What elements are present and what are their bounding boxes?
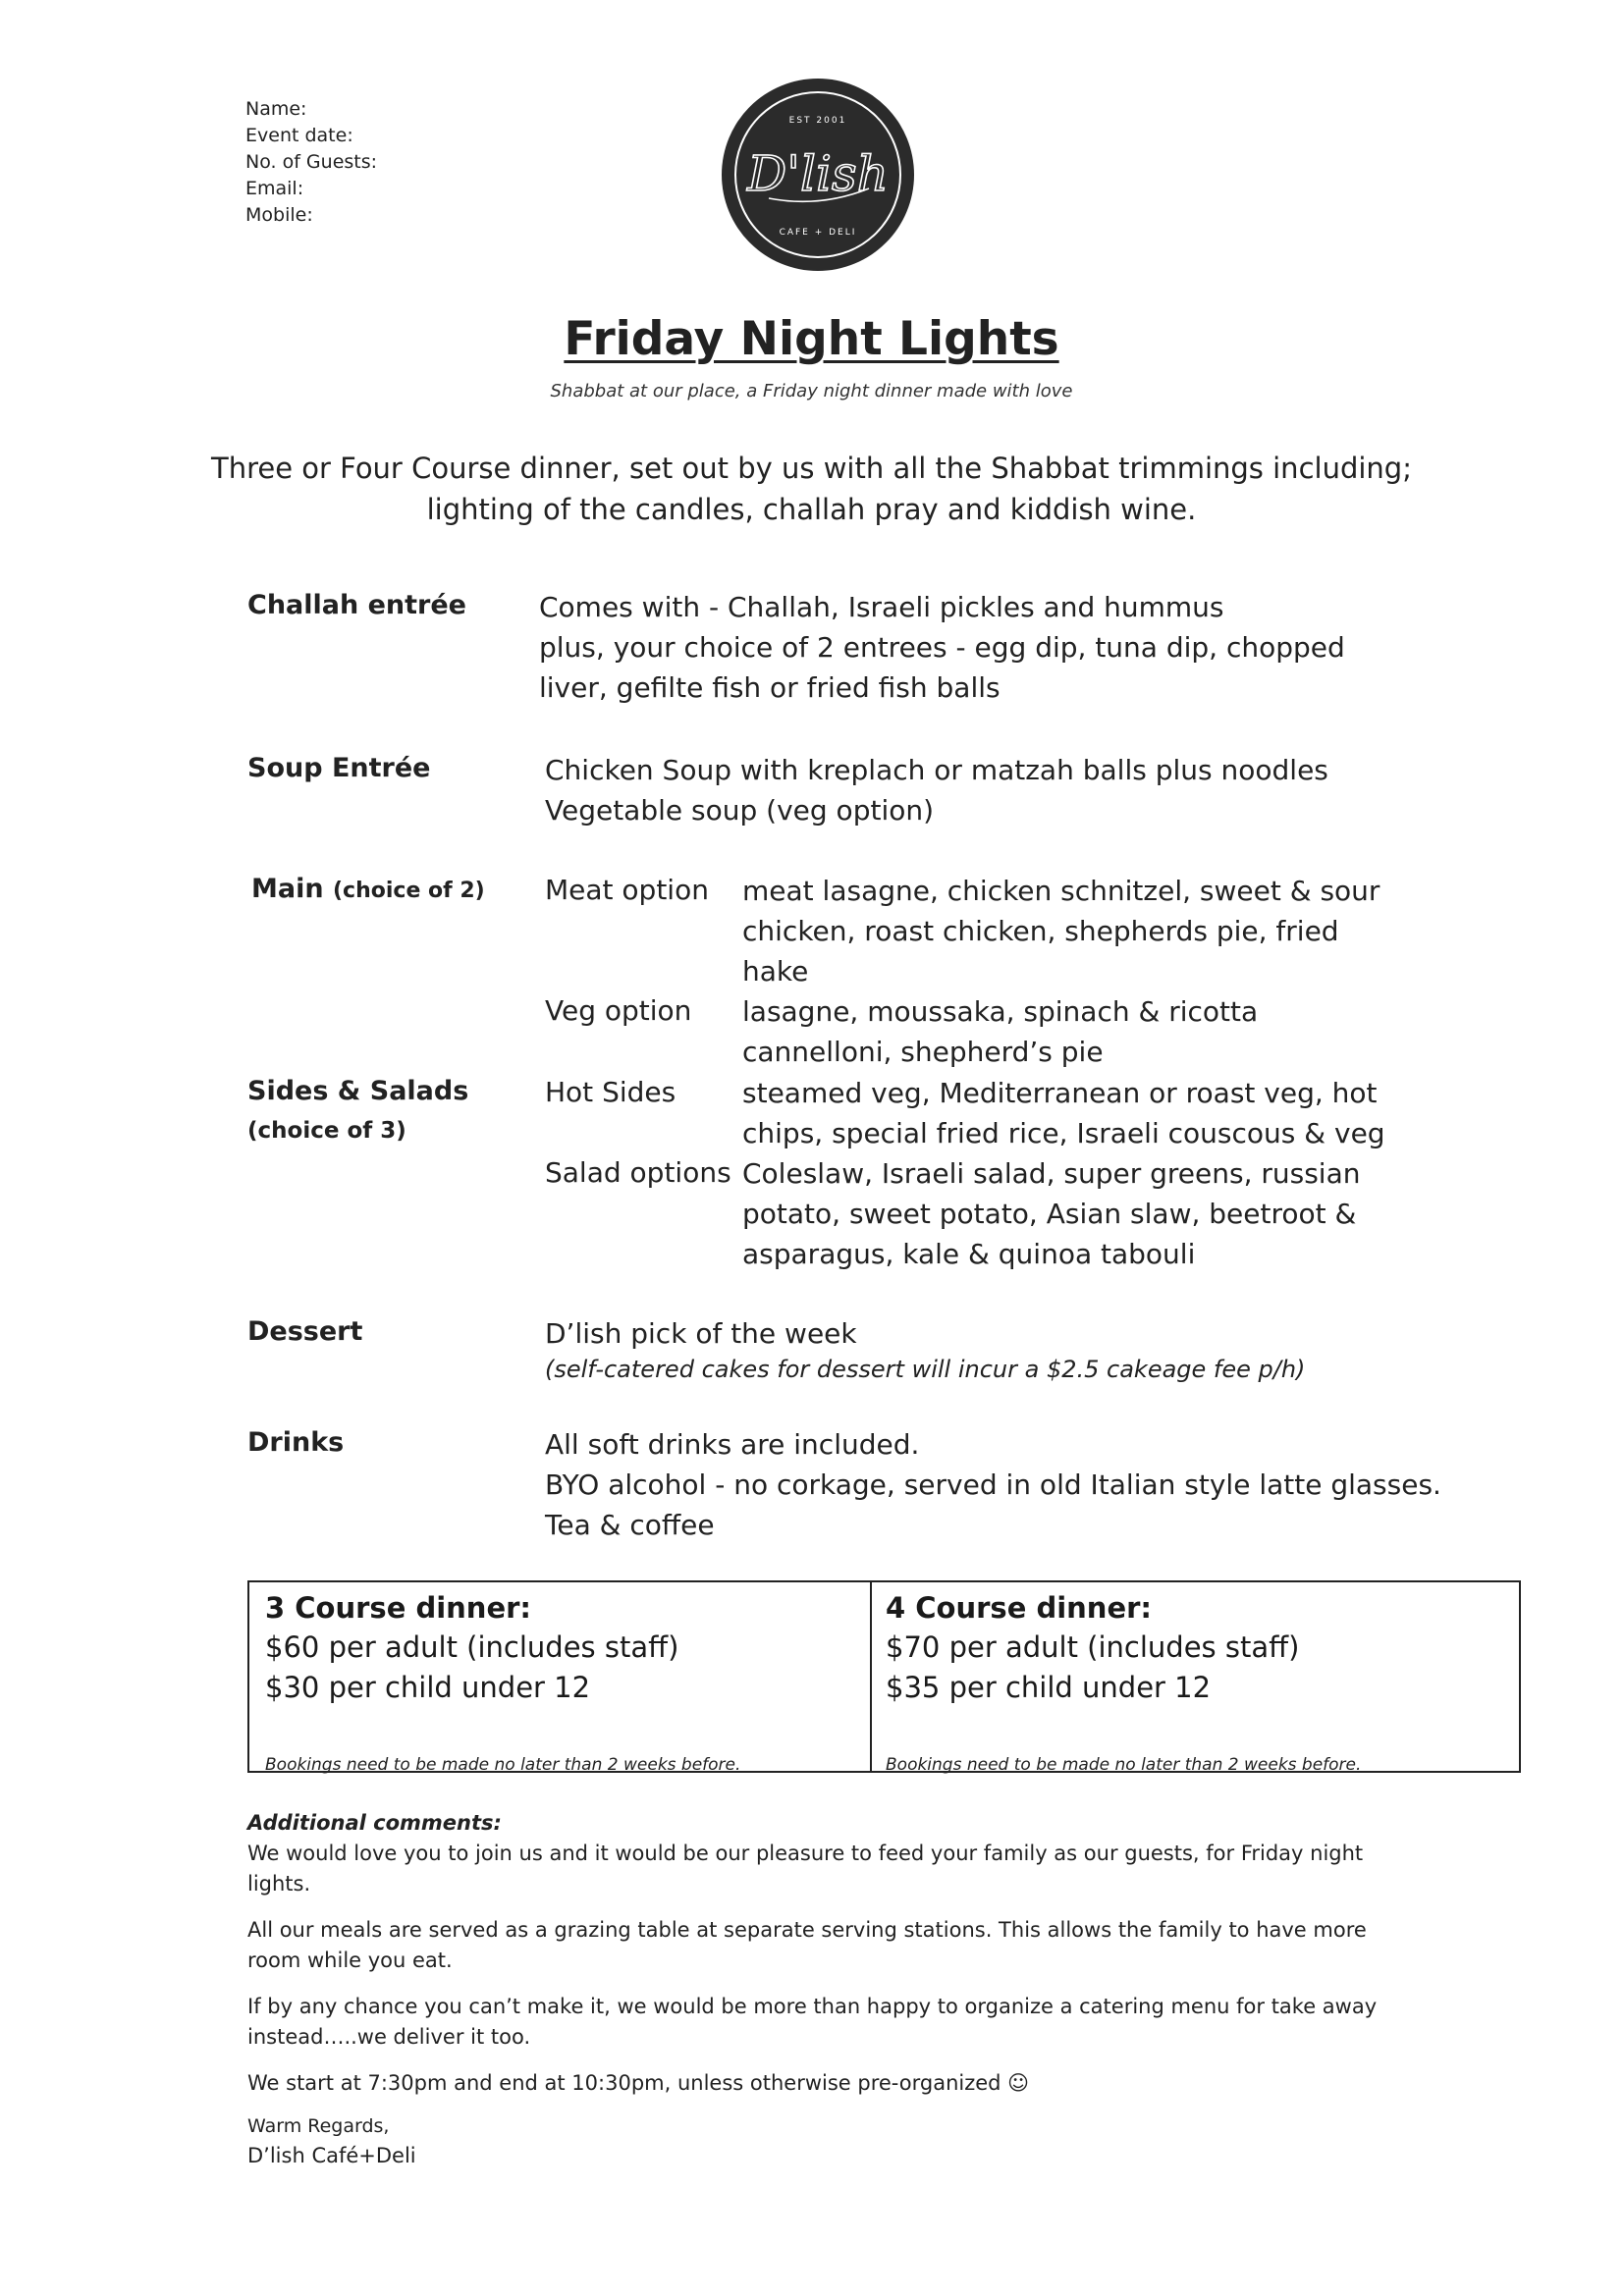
drinks-label: Drinks [247, 1427, 345, 1458]
pricing-divider [870, 1582, 872, 1771]
hot-sides-description [742, 1073, 1385, 1153]
soup-line: Vegetable soup (veg option) [545, 794, 935, 827]
signoff-brand: D’lish Café+Deli [247, 2144, 416, 2167]
mobile-label: Mobile: [245, 204, 313, 226]
pricing-4-course [886, 1588, 1362, 1775]
challah-line: Comes with - Challah, Israeli pickles and hummus [539, 591, 1224, 623]
pricing-child: $30 per child under 12 [265, 1671, 591, 1704]
comment-paragraph: If by any chance you can’t make it, we would be more than happy to organize a catering menu for take away instead…..we deliver it too. [247, 1995, 1378, 2049]
main-label-text: Main [251, 874, 324, 904]
main-label-choice: (choice of 2) [332, 879, 485, 903]
drinks-description [545, 1424, 1441, 1545]
hot-sides-line: steamed veg, Mediterranean or roast veg, hot [742, 1077, 1378, 1109]
logo-tagline: CAFE + DELI [779, 228, 857, 238]
dlish-logo [722, 79, 914, 271]
signoff [247, 2111, 416, 2170]
pricing-heading: 4 Course dinner: [886, 1591, 1153, 1625]
drinks-line: Tea & coffee [545, 1509, 715, 1541]
logo-badge [722, 79, 914, 271]
additional-comments [247, 1808, 1426, 2114]
logo-brand: D'lish [747, 145, 889, 202]
email-label: Email: [245, 178, 304, 199]
comment-paragraph: We start at 7:30pm and end at 10:30pm, unless otherwise pre-organized ☺ [247, 2071, 1030, 2095]
guests-label: No. of Guests: [245, 151, 378, 173]
salad-line: Coleslaw, Israeli salad, super greens, russian [742, 1157, 1361, 1190]
page-title: Friday Night Lights [564, 312, 1059, 366]
pricing-adult: $60 per adult (includes staff) [265, 1630, 679, 1664]
sides-choice-label: (choice of 3) [247, 1118, 406, 1144]
meat-option-label: Meat option [545, 874, 709, 906]
soup-description [545, 750, 1328, 830]
logo-est: EST 2001 [788, 116, 847, 126]
intro-line: Three or Four Course dinner, set out by us with all the Shabbat trimmings including; [211, 452, 1412, 485]
meat-option-description [742, 871, 1380, 991]
event-date-label: Event date: [245, 125, 353, 146]
comment-paragraph: All our meals are served as a grazing table at separate serving stations. This allows the family to have more room while you eat. [247, 1918, 1367, 1972]
comments-heading: Additional comments: [247, 1811, 502, 1835]
salad-options-label: Salad options [545, 1156, 731, 1189]
intro-text [0, 448, 1623, 530]
dessert-note: (self-catered cakes for dessert will incur a $2.5 cakeage fee p/h) [545, 1356, 1306, 1383]
hot-sides-label: Hot Sides [545, 1076, 676, 1108]
salad-line: asparagus, kale & quinoa tabouli [742, 1238, 1196, 1270]
veg-line: cannelloni, shepherd’s pie [742, 1036, 1104, 1068]
sides-label: Sides & Salads [247, 1076, 469, 1106]
dessert-line: D’lish pick of the week [545, 1317, 857, 1350]
drinks-line: BYO alcohol - no corkage, served in old Italian style latte glasses. [545, 1468, 1441, 1501]
soup-line: Chicken Soup with kreplach or matzah balls plus noodles [545, 754, 1328, 786]
pricing-adult: $70 per adult (includes staff) [886, 1630, 1300, 1664]
dessert-label: Dessert [247, 1316, 363, 1347]
booking-form-fields [245, 96, 377, 229]
drinks-line: All soft drinks are included. [545, 1428, 920, 1461]
veg-line: lasagne, moussaka, spinach & ricotta [742, 995, 1259, 1028]
hot-sides-line: chips, special fried rice, Israeli couscous & veg [742, 1117, 1385, 1149]
veg-option-description [742, 991, 1258, 1072]
booking-note: Bookings need to be made no later than 2 weeks before. [886, 1755, 1362, 1775]
intro-line: lighting of the candles, challah pray and kiddish wine. [426, 493, 1197, 526]
challah-line: plus, your choice of 2 entrees - egg dip, tuna dip, chopped [539, 631, 1345, 664]
veg-option-label: Veg option [545, 994, 692, 1027]
pricing-table [247, 1580, 1521, 1773]
main-label [251, 874, 485, 904]
meat-line: chicken, roast chicken, shepherds pie, fried [742, 915, 1339, 947]
challah-description [539, 587, 1345, 708]
challah-line: liver, gefilte fish or fried fish balls [539, 671, 1001, 704]
comment-paragraph: We would love you to join us and it would be our pleasure to feed your family as our guests, for Friday night lights. [247, 1842, 1364, 1896]
salad-line: potato, sweet potato, Asian slaw, beetroot & [742, 1198, 1357, 1230]
meat-line: meat lasagne, chicken schnitzel, sweet & sour [742, 875, 1380, 907]
pricing-child: $35 per child under 12 [886, 1671, 1212, 1704]
name-label: Name: [245, 98, 307, 120]
signoff-regards: Warm Regards, [247, 2115, 390, 2137]
soup-label: Soup Entrée [247, 753, 431, 783]
booking-note: Bookings need to be made no later than 2 weeks before. [265, 1755, 741, 1775]
meat-line: hake [742, 955, 809, 988]
pricing-3-course [265, 1588, 741, 1775]
challah-label: Challah entrée [247, 590, 466, 620]
page-subtitle: Shabbat at our place, a Friday night dinner made with love [550, 381, 1073, 401]
pricing-heading: 3 Course dinner: [265, 1591, 532, 1625]
salad-options-description [742, 1153, 1361, 1274]
